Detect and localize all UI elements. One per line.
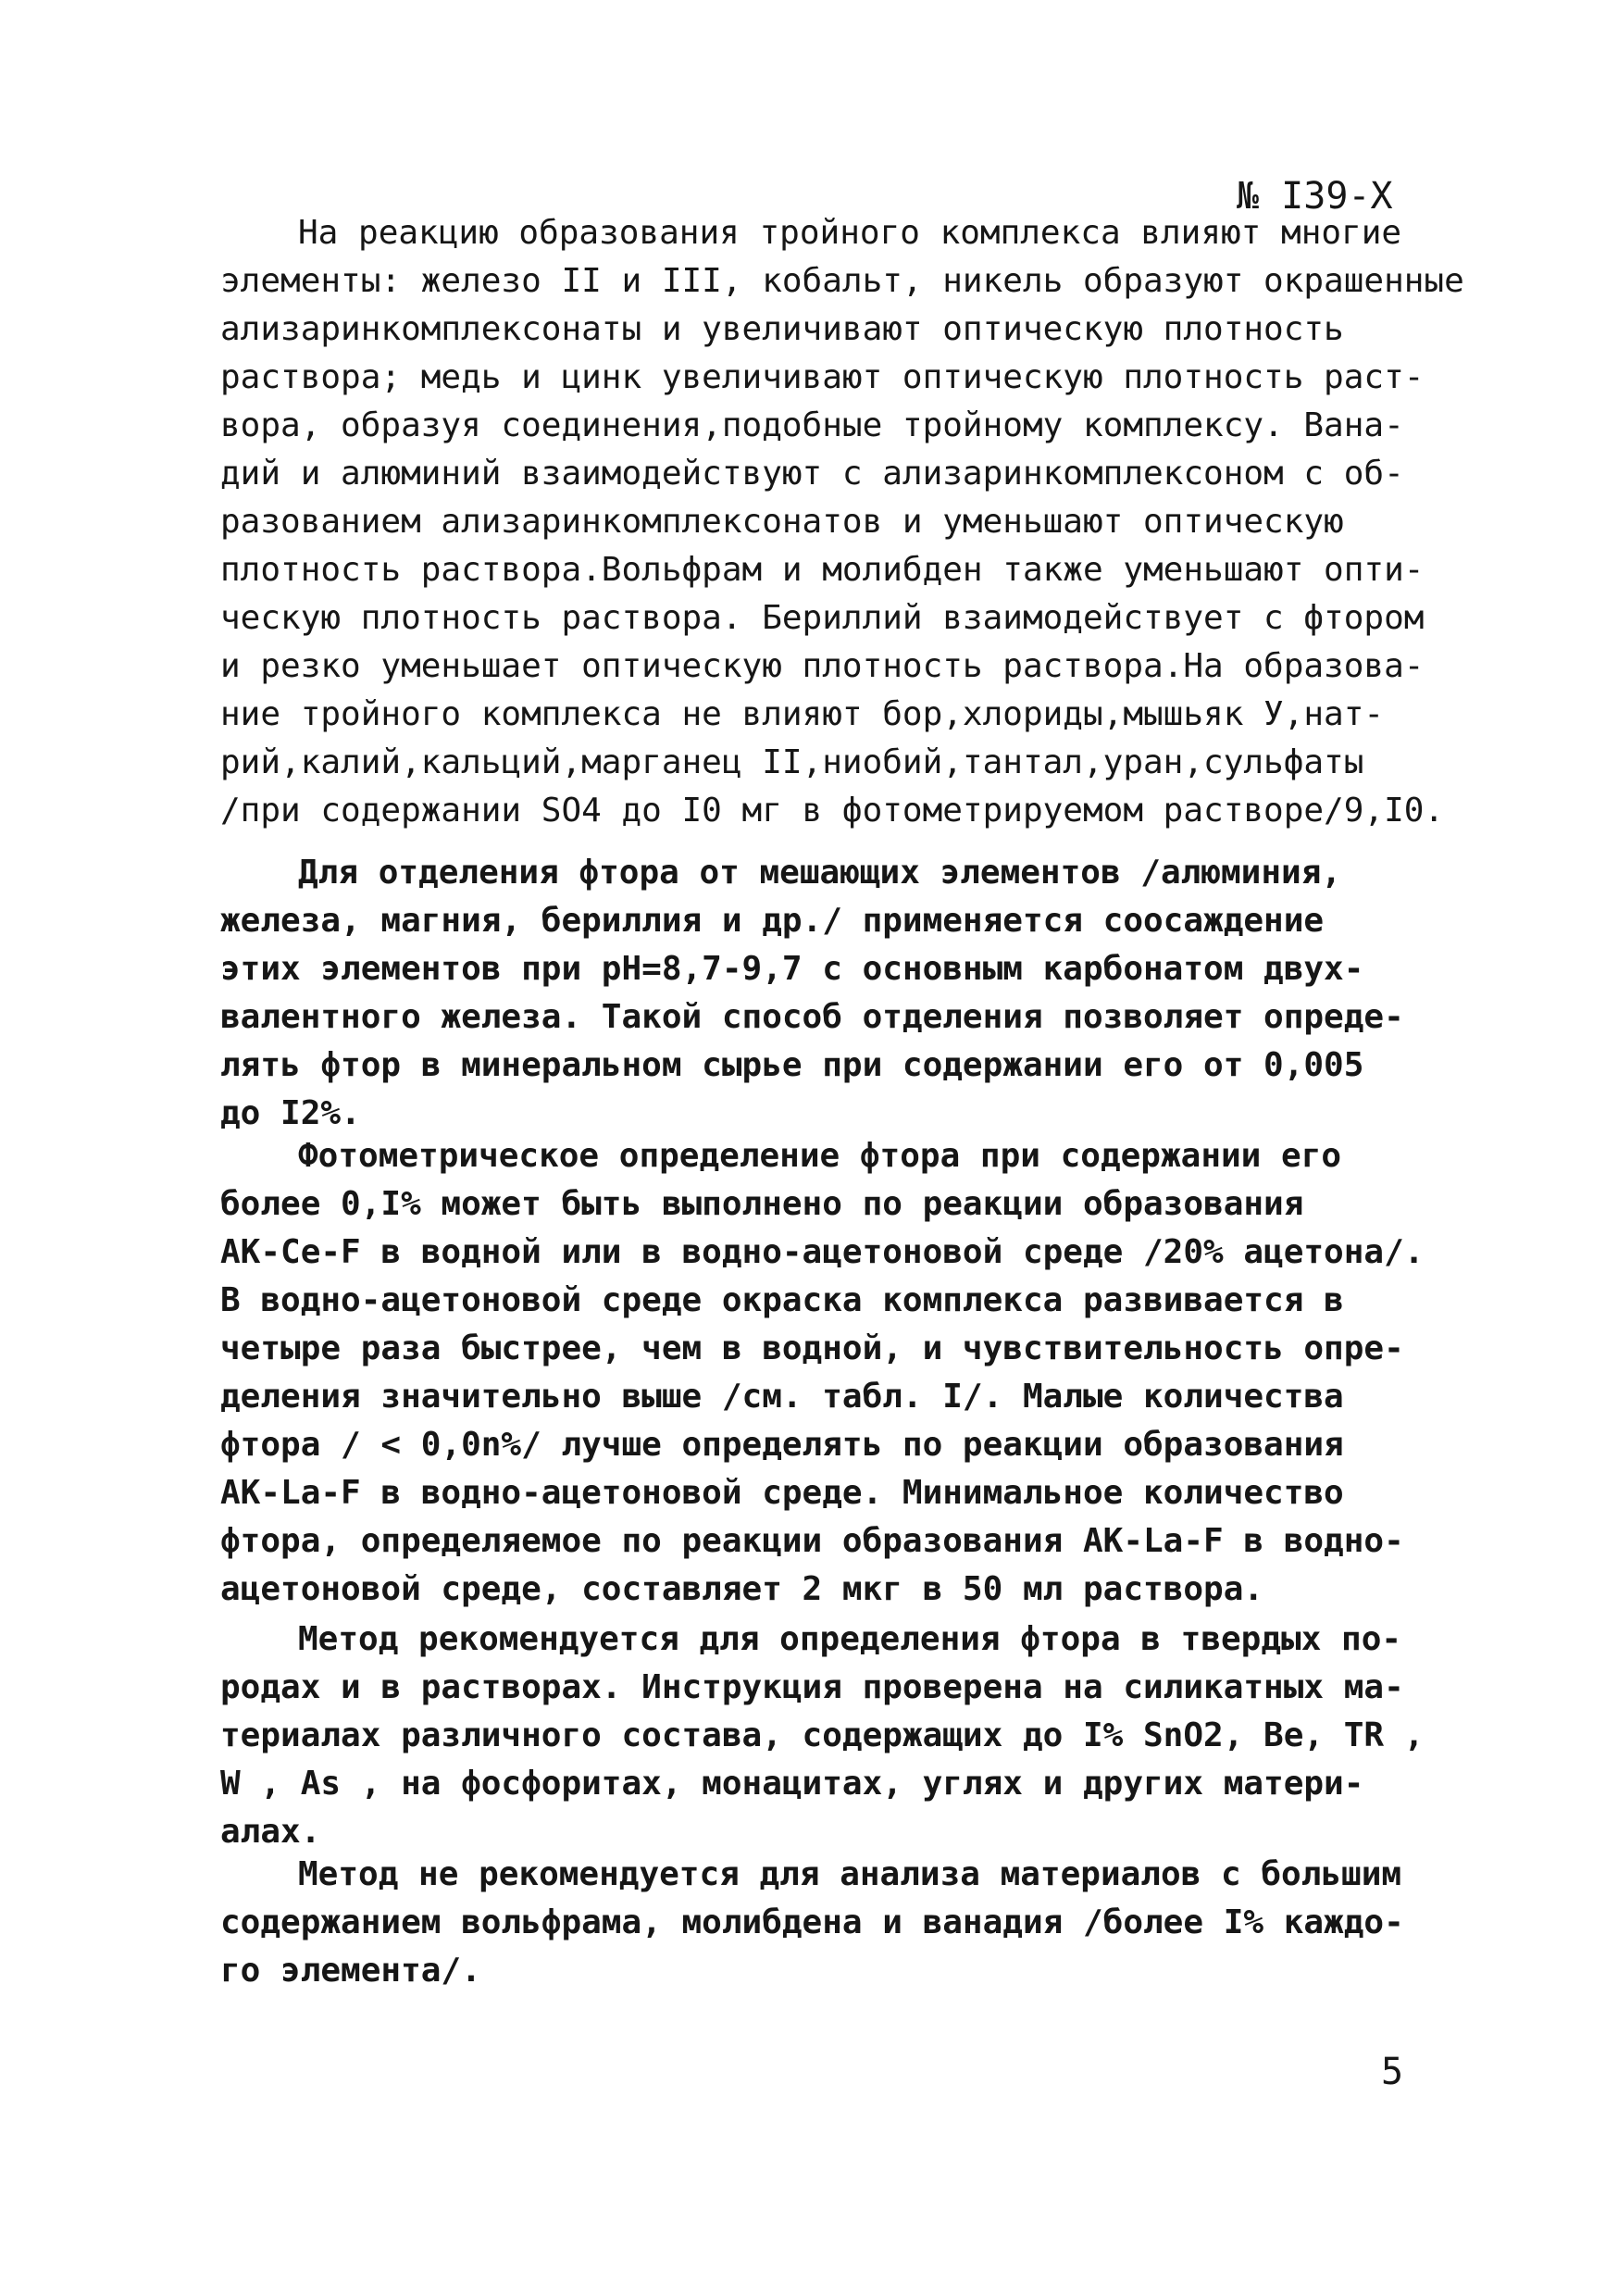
text-line: этих элементов при рН=8,7-9,7 с основным карбонатом двух- xyxy=(220,950,1364,988)
text-line: вора, образуя соединения,подобные тройному комплексу. Вана- xyxy=(220,406,1404,444)
text-line: Метод не рекомендуется для анализа материалов с большим xyxy=(298,1855,1402,1893)
text-line: плотность раствора.Вольфрам и молибден также уменьшают опти- xyxy=(220,551,1425,589)
text-line: W , As , на фосфоритах, монацитах, углях и других матери- xyxy=(220,1765,1364,1803)
text-line: раствора; медь и цинк увеличивают оптическую плотность раст- xyxy=(220,358,1425,396)
text-line: деления значительно выше /см. табл. I/. Малые количества xyxy=(220,1378,1344,1416)
paragraph-interfering-elements xyxy=(220,209,1464,835)
document-number: № I39-X xyxy=(1237,175,1393,218)
text-line: железа, магния, бериллия и др./ применяется соосаждение xyxy=(220,902,1325,940)
text-line: В водно-ацетоновой среде окраска комплекса развивается в xyxy=(220,1281,1344,1319)
text-line: валентного железа. Такой способ отделения позволяет опреде- xyxy=(220,998,1404,1036)
text-line: Для отделения фтора от мешающих элементов /алюминия, xyxy=(298,854,1342,892)
text-line: териалах различного состава, содержащих до I% SnO2, Be, TR , xyxy=(220,1716,1425,1754)
text-line: го элемента/. xyxy=(220,1952,481,1990)
text-line: разованием ализаринкомплексонатов и уменьшают оптическую xyxy=(220,503,1344,541)
text-line: дий и алюминий взаимодействуют с ализаринкомплексоном с об- xyxy=(220,455,1404,493)
text-line: и резко уменьшает оптическую плотность раствора.На образова- xyxy=(220,647,1425,685)
text-line: Фотометрическое определение фтора при содержании его xyxy=(298,1137,1342,1175)
text-line: На реакцию образования тройного комплекса влияют многие xyxy=(298,214,1402,252)
page-number: 5 xyxy=(1381,2051,1404,2093)
text-line: АК-Се-F в водной или в водно-ацетоновой среде /20% ацетона/. xyxy=(220,1233,1425,1271)
text-line: содержанием вольфрама, молибдена и ванадия /более I% каждо- xyxy=(220,1903,1404,1941)
paragraph-method-recommended xyxy=(220,1616,1424,1856)
text-line: ние тройного комплекса не влияют бор,хлориды,мышьяк У,нат- xyxy=(220,695,1385,733)
text-line: алах. xyxy=(220,1813,321,1851)
text-line: фтора / < 0,0n%/ лучше определять по реакции образования xyxy=(220,1426,1344,1464)
paragraph-photometric-determination xyxy=(220,1132,1424,1614)
text-line: более 0,I% может быть выполнено по реакции образования xyxy=(220,1185,1304,1223)
paragraph-method-not-recommended xyxy=(220,1851,1404,1995)
text-line: до I2%. xyxy=(220,1094,361,1132)
text-line: ческую плотность раствора. Бериллий взаимодействует с фтором xyxy=(220,599,1425,637)
text-line: /при содержании SO4 до I0 мг в фотометрируемом растворе/9,I0. xyxy=(220,792,1445,830)
text-line: АК-La-F в водно-ацетоновой среде. Минимальное количество xyxy=(220,1474,1344,1512)
text-line: рий,калий,кальций,марганец II,ниобий,тантал,уран,сульфаты xyxy=(220,743,1364,781)
text-line: лять фтор в минеральном сырье при содержании его от 0,005 xyxy=(220,1046,1364,1084)
text-line: ацетоновой среде, составляет 2 мкг в 50 мл раствора. xyxy=(220,1570,1264,1608)
text-line: четыре раза быстрее, чем в водной, и чувствительность опре- xyxy=(220,1329,1404,1367)
text-line: ализаринкомплексонаты и увеличивают оптическую плотность xyxy=(220,310,1344,348)
text-line: Метод рекомендуется для определения фтора в твердых по- xyxy=(298,1620,1402,1658)
paragraph-fluorine-separation xyxy=(220,849,1404,1138)
text-line: родах и в растворах. Инструкция проверена на силикатных ма- xyxy=(220,1668,1404,1706)
text-line: элементы: железо II и III, кобальт, никель образуют окрашенные xyxy=(220,262,1464,300)
text-line: фтора, определяемое по реакции образования АК-La-F в водно- xyxy=(220,1522,1404,1560)
